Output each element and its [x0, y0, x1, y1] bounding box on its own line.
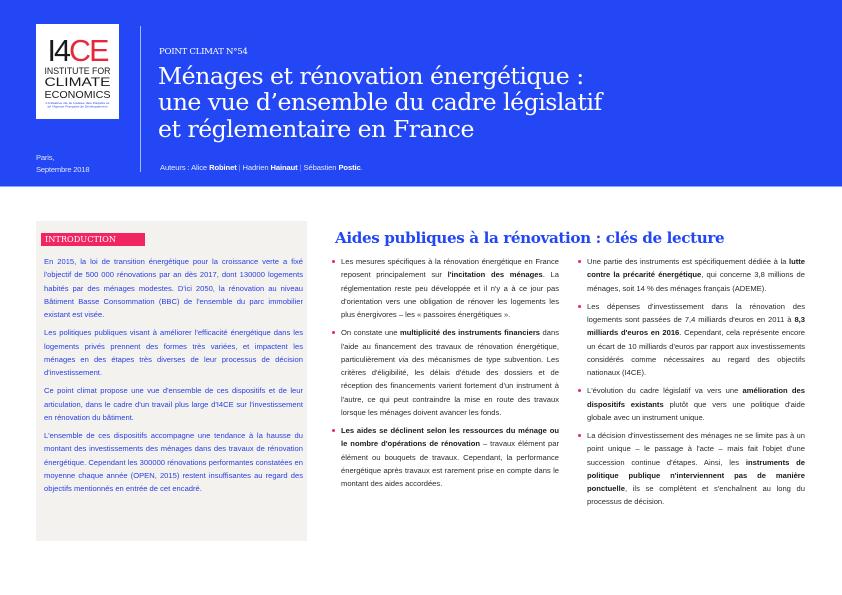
header-divider [140, 26, 141, 172]
author-first: Hadrien [242, 163, 269, 172]
bullet-emphasis: multiplicité des instruments financiers [400, 328, 541, 338]
svg-text:de l'Agence Française de Dével: de l'Agence Française de Développement [47, 105, 96, 109]
bullet-emphasis: instruments de politique publique n'interviennent pas de manière ponctuelle [587, 457, 806, 493]
bullet-emphasis: lutte contre la précarité énergétique [587, 257, 805, 280]
bullet-dot-icon [578, 434, 581, 437]
bullet-dot-icon [578, 305, 581, 308]
bullet-text [341, 257, 559, 319]
authors-prefix: Auteurs : [160, 163, 192, 172]
intro-paragraph: Ce point climat propose une vue d'ensemble de ces dispositifs et de leur articulation, dans le cadre d'un travail plus large d'I4CE sur l'investissement en rénovation du bâtiment. [44, 386, 303, 422]
bullet-run: Les dépenses d'investissement dans la rénovation des logements sont passées de 7,4 milliards d'euros en 2011 à [587, 301, 805, 324]
svg-text:I4CE: I4CE [47, 33, 109, 68]
title-line: et réglementaire en France [158, 114, 474, 143]
bullet-emphasis: Les aides se déclinent selon les ressources du ménage ou le nombre d'opérations de rénovation [341, 426, 559, 449]
bullet-emphasis: l'incitation des ménages [447, 270, 543, 280]
bullet-dot-icon [578, 389, 581, 392]
bullet-text [587, 431, 805, 506]
bullet-text [587, 302, 805, 377]
bullet-text [587, 386, 805, 422]
bullet-item [577, 429, 805, 509]
place-date [36, 152, 89, 176]
bullets-column-right [577, 255, 805, 514]
bullet-item [331, 326, 559, 419]
svg-text:L'initiative de la Caisse des: L'initiative de la Caisse des Dépôts et [45, 102, 89, 105]
bullet-item [331, 424, 559, 490]
bullet-run: Les mesures spécifiques à la rénovation énergétique en France reposent principalement sur [341, 257, 559, 280]
bullet-run: des mécanismes de type subvention. Les critères d'éligibilité, les délais d'étude des dossiers et de réception des financements varient fortement d'un instrument à l'autre, ce qui peut contraindre la mise en route des travaux lorsque les ménages doivent avancer les fonds. [341, 354, 559, 417]
bullet-text [341, 426, 559, 488]
title-line: Ménages et rénovation énergétique : [158, 62, 584, 90]
bullet-dot-icon [332, 429, 335, 432]
intro-paragraph: En 2015, la loi de transition énergétique pour la croissance verte a fixé l'objectif de 500 000 rénovations par an dès 2017, dont 130000 logements habités par des ménages modestes. D'ici 2050, la rénovation au niveau Bâtiment Basse Consommation (BBC) de l'ensemble du parc immobilier existant est visée. [44, 257, 303, 319]
author-first: Alice [191, 163, 208, 172]
i4ce-logo [36, 24, 119, 119]
bullet-emphasis: amélioration des dispositifs existants [587, 386, 805, 409]
bullet-run: L'évolution du cadre législatif va vers une [587, 386, 743, 396]
intro-paragraph: Les politiques publiques visant à améliorer l'efficacité énergétique dans les logements privés prennent des formes très variées, et impactent les ménages en des étapes très diverses de leur processus de décision d'investissement. [44, 328, 303, 377]
bullets-column-left [331, 255, 559, 495]
bullet-run: , ils se complètent et s'enchaînent au long du processus de décision. [587, 484, 805, 507]
bullet-text [341, 328, 559, 417]
bullet-item [577, 255, 805, 295]
place: Paris, [36, 153, 55, 162]
bullet-run: On constate une [341, 328, 401, 338]
intro-paragraph: L'ensemble de ces dispositifs accompagne une tendance à la hausse du montant des investissements des ménages dans des travaux de rénovation énergétique. Cependant les 300000 rénovations performantes constatées en moyenne chaque année (OPEN, 2015) restent insuffisantes au regard des objectifs mentionnés en entrée de cet encadré. [44, 431, 303, 493]
bullet-dot-icon [332, 331, 335, 334]
title-line: une vue d’ensemble du cadre législatif [158, 88, 602, 117]
author-first: Sébastien [303, 163, 337, 172]
bullet-item [331, 255, 559, 321]
bullet-item [577, 384, 805, 424]
author-separator: | [299, 163, 302, 172]
author-last: Robinet [209, 163, 237, 172]
authors-line [160, 163, 363, 172]
introduction-label: INTRODUCTION [41, 233, 145, 246]
date: Septembre 2018 [36, 165, 90, 174]
bullet-text [587, 257, 805, 293]
bullet-dot-icon [578, 260, 581, 263]
introduction-box [36, 221, 307, 541]
author-last: Postic [338, 163, 361, 172]
bullet-emphasis: 8,3 milliards d'euros en 2016 [587, 315, 805, 338]
header-bottom-rule [0, 186, 842, 187]
bullet-italic: via [398, 354, 409, 364]
bullet-dot-icon [332, 260, 335, 263]
i4ce-logo-image [36, 24, 119, 119]
authors-suffix: . [360, 163, 363, 172]
section-title: Aides publiques à la rénovation : clés de lecture [335, 229, 725, 247]
author-last: Hainaut [270, 163, 298, 172]
bullet-run: Une partie des instruments est spécifiquement dédiée à la [587, 257, 789, 266]
bullet-run: dans l'aide au financement des travaux de rénovation énergétique, particulièrement [341, 328, 559, 364]
report-header [0, 0, 842, 187]
introduction-text [44, 255, 303, 500]
author-separator: | [238, 163, 241, 172]
bullet-run: – travaux élément par élément ou bouquets de travaux. Cependant, la performance énergétique après travaux est rarement prise en compte dans le montant des aides accordées. [341, 439, 559, 488]
bullet-item [577, 300, 805, 380]
bullet-run: La décision d'investissement des ménages ne se limite pas à un point unique – le passage à l'acte – mais fait l'objet d'une succession continue d'étapes. Ainsi, les [587, 431, 805, 467]
svg-text:INSTITUTE FOR: INSTITUTE FOR [44, 65, 111, 76]
series-label: POINT CLIMAT N°54 [159, 47, 248, 57]
bullet-run: . Cependant, cela représente encore un écart de 10 milliards d'euros par rapport aux investissements considérés comme nécessaires au regard des objectifs nationaux (I4CE). [587, 328, 805, 377]
bullet-run: . La réglementation reste peu développée et il n'y a à ce jour pas d'orientation vers une obligation de rénover les logements les plus énergivores – les « passoires énergétiques ». [341, 270, 559, 319]
bullet-run: plutôt que vers une politique d'aide globale avec un instrument unique. [587, 399, 805, 422]
page-title [158, 63, 758, 142]
svg-text:CLIMATE: CLIMATE [44, 75, 111, 89]
svg-text:ECONOMICS: ECONOMICS [44, 89, 111, 101]
bullet-run: , qui concerne 3,8 millions de ménages, soit 14 % des ménages français (ADEME). [587, 270, 805, 293]
